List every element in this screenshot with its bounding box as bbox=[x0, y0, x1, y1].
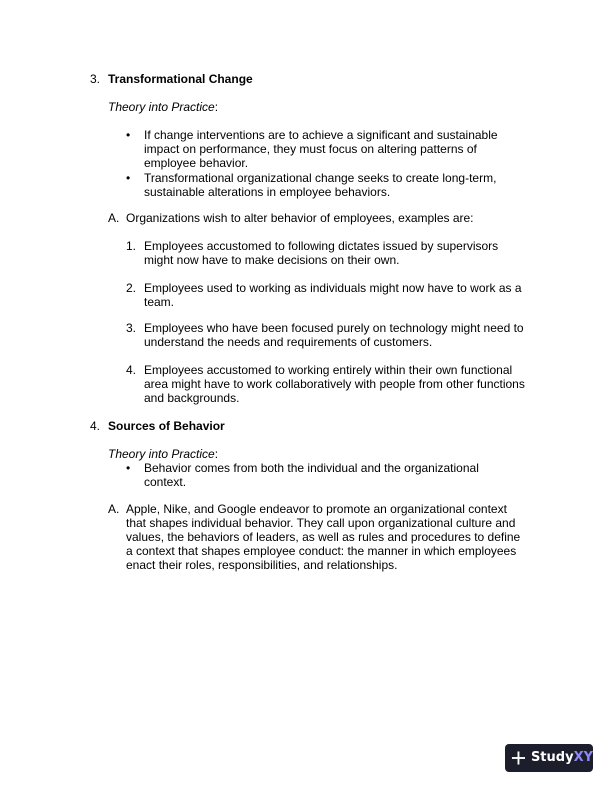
logo-text bbox=[531, 744, 593, 772]
plus-icon bbox=[511, 750, 526, 766]
section-3-bullet-1: If change interventions are to achieve a significant and sustainable impact on performance, they must focus on altering patterns of employee behavior. bbox=[144, 128, 498, 170]
list-item-number: 2. bbox=[126, 281, 137, 295]
section-4-bullet-1: Behavior comes from both the individual and the organizational context. bbox=[144, 461, 479, 489]
bullet-dot-icon: • bbox=[126, 461, 131, 475]
list-item-text: Employees accustomed to following dictates issued by supervisors might now have to make decisions on their own. bbox=[144, 239, 499, 267]
section-3-title: Transformational Change bbox=[108, 72, 253, 86]
theory-colon: : bbox=[214, 100, 219, 114]
section-4-sub-a-letter: A. bbox=[108, 502, 120, 516]
section-4-theory-heading bbox=[108, 447, 218, 461]
studyxy-logo bbox=[505, 744, 593, 772]
section-3-number: 3. bbox=[90, 72, 101, 86]
section-3-theory-heading bbox=[108, 100, 218, 114]
list-item-number: 4. bbox=[126, 363, 137, 377]
theory-label: Theory into Practice bbox=[108, 447, 215, 461]
bullet-dot-icon: • bbox=[126, 171, 131, 185]
section-3-sub-a-text: Organizations wish to alter behavior of employees, examples are: bbox=[126, 211, 474, 225]
theory-colon: : bbox=[214, 447, 219, 461]
theory-label: Theory into Practice bbox=[108, 100, 215, 114]
logo-brand-main: Study bbox=[530, 750, 574, 765]
list-item-text: Employees used to working as individuals might now have to work as a team. bbox=[144, 281, 522, 309]
list-item-number: 3. bbox=[126, 321, 137, 335]
section-4-number: 4. bbox=[90, 419, 101, 433]
section-3-bullet-2: Transformational organizational change seeks to create long-term, sustainable alterations in employee behaviors. bbox=[144, 171, 497, 199]
section-3-sub-a-letter: A. bbox=[108, 211, 120, 225]
list-item-number: 1. bbox=[126, 239, 137, 253]
bullet-dot-icon: • bbox=[126, 128, 131, 142]
list-item-text: Employees who have been focused purely on technology might need to understand the needs and requirements of customers. bbox=[144, 321, 524, 349]
section-4-sub-a-text: Apple, Nike, and Google endeavor to promote an organizational context that shapes individual behavior. They call upon organizational culture and values, the behaviors of leaders, as well as rules and procedures to define a context that shapes employee conduct: the manner in which employees enact their roles, responsibilities, and relationships. bbox=[126, 502, 521, 572]
list-item-text: Employees accustomed to working entirely within their own functional area might have to work collaboratively with people from other functions and backgrounds. bbox=[144, 363, 525, 405]
logo-brand-accent: XY bbox=[573, 750, 593, 765]
section-4-title: Sources of Behavior bbox=[108, 419, 225, 433]
